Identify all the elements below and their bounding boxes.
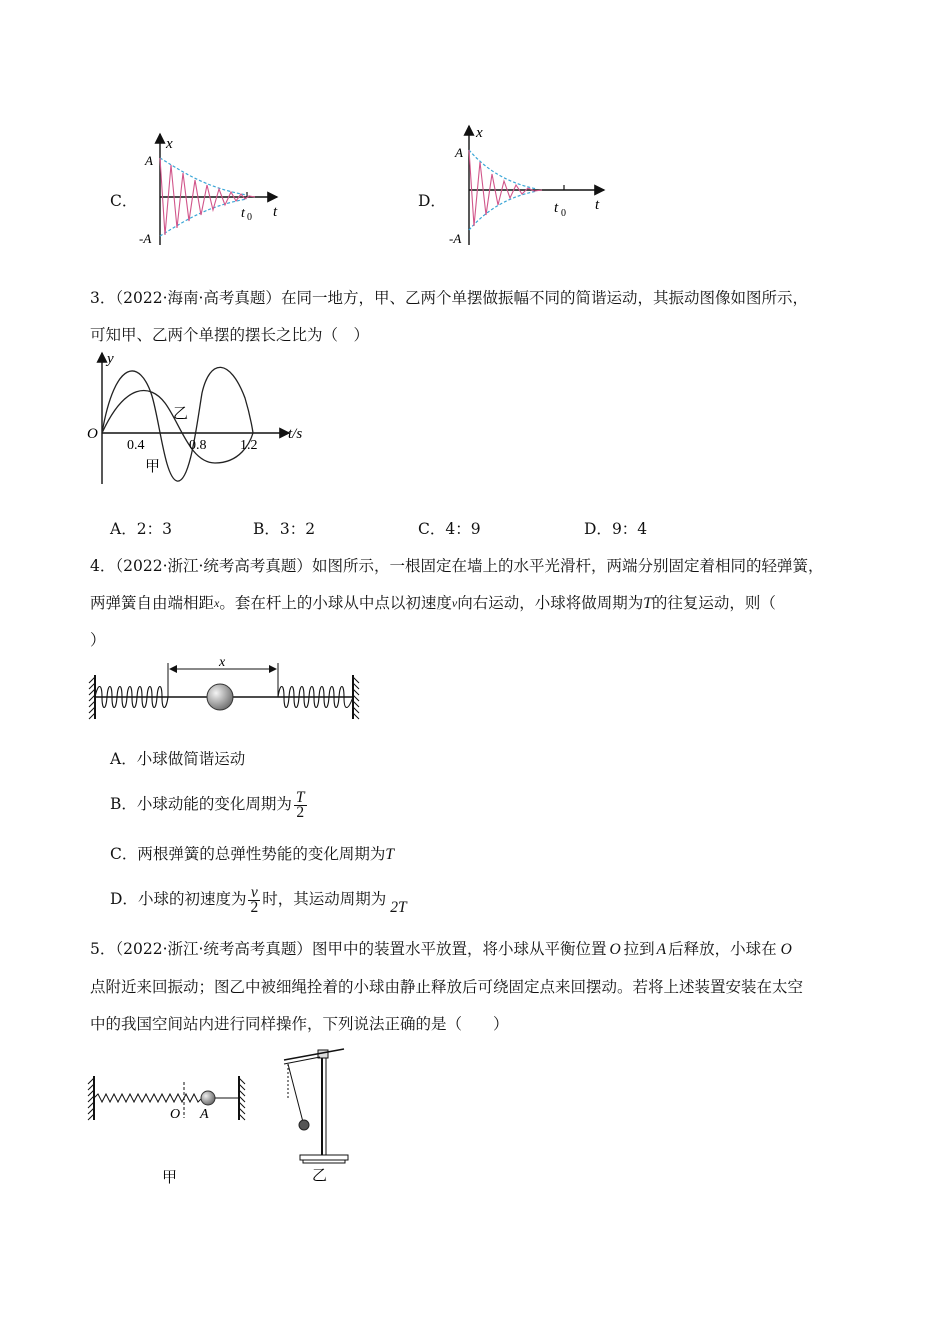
q3-option-c-text: 4：9 (445, 520, 481, 538)
q4-option-b-text: 小球动能的变化周期为 (136, 795, 292, 813)
axis-x-label: x (476, 125, 483, 141)
q3-label-jia: 甲 (145, 459, 161, 475)
q3-option-c-label: C． (418, 520, 446, 538)
t0-label: t (241, 206, 245, 221)
q4-var-x: x (214, 596, 220, 610)
q3-option-a-label: A． (110, 520, 137, 538)
q4-option-d[interactable] (110, 876, 407, 923)
q4-option-d-frac-num: v (248, 886, 260, 901)
neg-amp-label: -A (449, 231, 462, 246)
q5-number: 5． (90, 940, 116, 958)
q4-option-d-label: D． (110, 890, 138, 908)
q5-figure-jia (86, 1068, 256, 1188)
t0-sub: 0 (247, 212, 252, 223)
q4-option-d-tail: 2T (390, 899, 407, 916)
q4-option-d-text-b: 时，其运动周期为 (262, 890, 387, 908)
q4-stem-text: 如图所示，一根固定在墙上的水平光滑杆，两端分别固定着相同的轻弹簧， (311, 557, 824, 575)
q5-jia-ball (201, 1091, 215, 1105)
amp-label: A (145, 153, 153, 168)
q4-stem-line1 (90, 556, 823, 576)
q4-option-d-text-a: 小球的初速度为 (137, 890, 247, 908)
q3-option-c[interactable] (418, 519, 481, 539)
t0-sub: 0 (561, 208, 566, 219)
q5-yi-ball (299, 1120, 309, 1130)
axis-t-label: t (273, 204, 278, 220)
q5-stem-c: 后释放，小球在 (668, 940, 777, 958)
neg-amp-label: -A (139, 231, 152, 246)
q4-spring-rod-figure (88, 655, 360, 723)
q4-stem-line2 (90, 593, 776, 614)
q4-option-c-tail: T (385, 846, 395, 863)
q3-tick-0.8: 0.8 (189, 438, 207, 453)
q5-var-O2: O (780, 941, 792, 958)
q3-y-label: y (107, 351, 114, 367)
q5-var-O: O (609, 941, 621, 958)
q3-option-d[interactable] (584, 519, 647, 539)
q4-option-a-text: 小球做简谐运动 (136, 750, 246, 768)
q3-option-b-label: B． (253, 520, 280, 538)
q4-number: 4． (90, 557, 116, 575)
q4-option-b[interactable] (110, 781, 309, 827)
damped-graph-c (135, 120, 285, 255)
q5-stem-a: 图甲中的装置水平放置，将小球从平衡位置 (311, 940, 607, 958)
q4-option-a-label: A． (110, 750, 137, 768)
t0-label: t (554, 200, 559, 216)
q3-tick-1.2: 1.2 (240, 438, 258, 453)
q4-stem-a: 两弹簧自由端相距 (90, 594, 215, 612)
q4-option-c-label: C． (110, 845, 138, 863)
q4-option-c[interactable] (110, 844, 394, 865)
q5-stem-line3: 中的我国空间站内进行同样操作，下列说法正确的是（ ） (90, 1015, 509, 1033)
q3-option-b-text: 3：2 (279, 520, 316, 538)
q4-x-label: x (219, 655, 226, 670)
q3-t-label: t/s (288, 426, 303, 442)
q5-caption-yi: 乙 (312, 1168, 328, 1184)
q4-option-d-frac-den: 2 (250, 898, 259, 916)
amp-label: A (455, 145, 463, 160)
q5-stem-b: 拉到 (623, 940, 655, 958)
q4-ball (207, 684, 233, 710)
q5-label-A: A (200, 1107, 209, 1122)
q5-stem-line1 (90, 939, 792, 960)
q3-option-b[interactable] (253, 519, 315, 539)
q4-option-b-label: B． (110, 795, 137, 813)
q3-source: （2022·海南·高考真题） (115, 289, 281, 307)
q4-source: （2022·浙江·统考高考真题） (115, 557, 312, 575)
q3-number: 3． (90, 289, 116, 307)
damped-graph-d (447, 120, 612, 255)
q5-figure-yi (270, 1040, 360, 1188)
q5-source: （2022·浙江·统考高考真题） (115, 940, 312, 958)
q3-origin-label: O (87, 426, 98, 442)
q4-option-b-fraction (294, 788, 307, 821)
q4-var-T: T (643, 595, 652, 612)
q5-stem-line2: 点附近来回振动；图乙中被细绳拴着的小球由静止释放后可绕固定点来回摆动。若将上述装置安装在太空 (90, 978, 804, 996)
q5-caption-jia: 甲 (162, 1170, 178, 1186)
q4-stem-line3: ） (90, 631, 106, 649)
q3-stem-line1 (90, 288, 808, 308)
q5-label-O: O (170, 1107, 181, 1122)
q4-option-b-frac-num: T (295, 788, 305, 806)
axis-t-label: t (595, 197, 600, 213)
q4-stem-c: 向右运动，小球将做周期为 (457, 594, 644, 612)
q3-option-d-label: D． (584, 520, 612, 538)
q3-option-a-text: 2：3 (136, 520, 172, 538)
q3-tick-0.4: 0.4 (127, 438, 145, 453)
option-d-label[interactable]: D． (418, 192, 446, 210)
q4-option-b-frac-den: 2 (296, 803, 305, 821)
q4-var-v: v (451, 596, 458, 610)
q3-stem-line2: 可知甲、乙两个单摆的摆长之比为（ ） (90, 326, 370, 344)
q4-option-a[interactable] (110, 749, 245, 769)
q4-option-c-text: 两根弹簧的总弹性势能的变化周期为 (137, 845, 386, 863)
q3-option-d-text: 9：4 (611, 520, 648, 538)
q4-option-d-fraction (248, 883, 260, 916)
q4-stem-d: 的往复运动，则（ (651, 594, 776, 612)
q5-var-A: A (656, 941, 667, 958)
option-c-label[interactable]: C． (110, 192, 138, 210)
q4-stem-b: 。套在杆上的小球从中点以初速度 (219, 594, 452, 612)
q3-option-a[interactable] (110, 519, 172, 539)
q3-pendulum-graph (85, 348, 315, 490)
axis-x-label: x (166, 136, 173, 152)
q3-label-yi: 乙 (173, 406, 189, 422)
q3-stem-text: 在同一地方，甲、乙两个单摆做振幅不同的简谐运动，其振动图像如图所示， (280, 289, 808, 307)
